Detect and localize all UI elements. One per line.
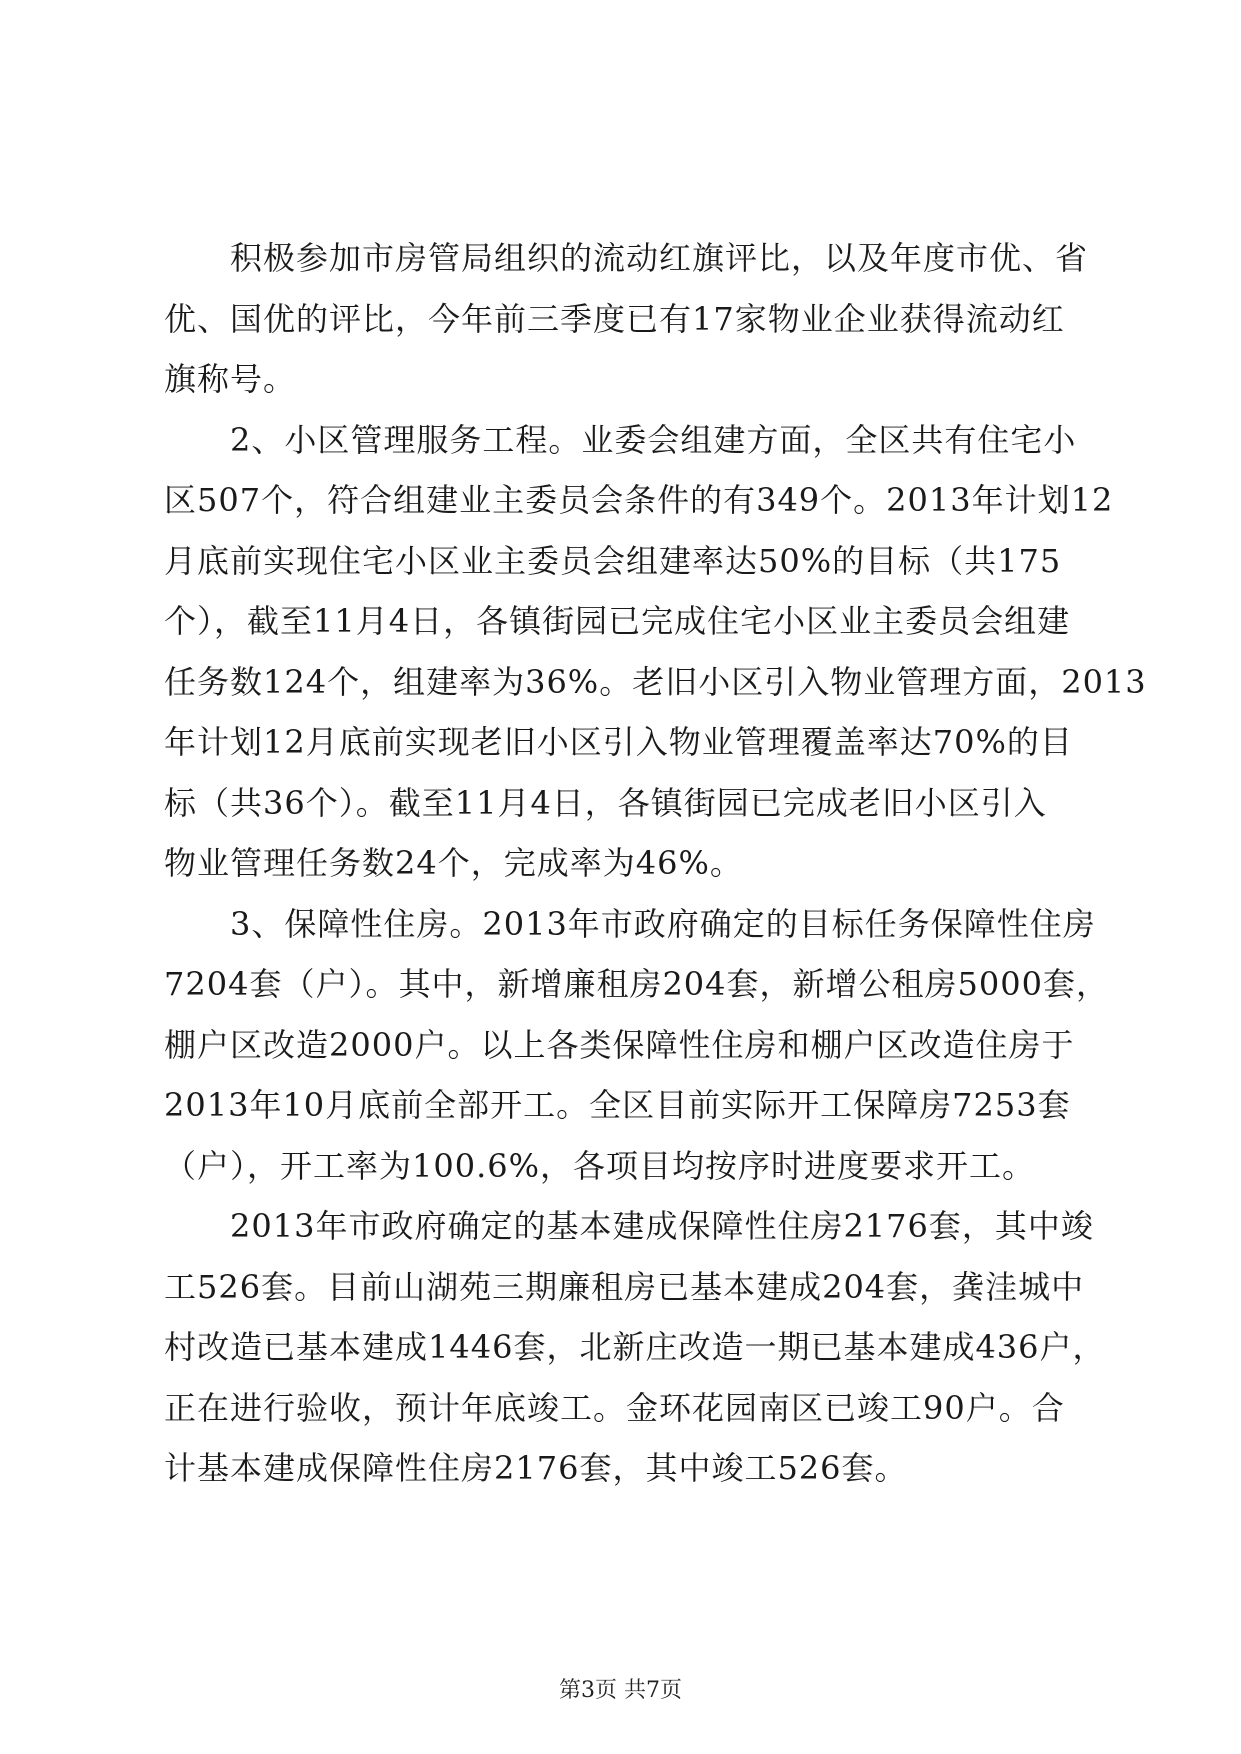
paragraph-community-management: [164, 410, 1147, 894]
text-line: 2013年市政府确定的基本建成保障性住房2176套，其中竣: [164, 1207, 1094, 1245]
text-line: 月底前实现住宅小区业主委员会组建率达50%的目标（共175: [164, 541, 1062, 580]
text-line: 旗称号。: [164, 360, 297, 398]
text-line: 2、小区管理服务工程。业委会组建方面，全区共有住宅小: [164, 420, 1077, 459]
text-line: 区507个，符合组建业主委员会条件的有349个。2013年计划12: [164, 481, 1114, 519]
text-line: 标（共36个）。截至11月4日，各镇街园已完成老旧小区引入: [164, 783, 1047, 822]
text-line: 积极参加市房管局组织的流动红旗评比，以及年度市优、省: [164, 239, 1089, 277]
text-line: （户），开工率为100.6%，各项目均按序时进度要求开工。: [164, 1146, 1036, 1185]
page-number-footer: 第3页 共7页: [559, 1678, 682, 1703]
text-line: 优、国优的评比，今年前三季度已有17家物业企业获得流动红: [164, 299, 1065, 338]
paragraph-affordable-housing: [164, 894, 1109, 1197]
text-line: 个），截至11月4日，各镇街园已完成住宅小区业主委员会组建: [164, 602, 1071, 640]
text-line: 3、保障性住房。2013年市政府确定的目标任务保障性住房: [164, 904, 1096, 943]
document-body: [164, 228, 1147, 1499]
text-line: 计基本建成保障性住房2176套，其中竣工526套。: [164, 1449, 908, 1487]
paragraph-flag-evaluation: [164, 228, 1089, 410]
text-line: 工526套。目前山湖苑三期廉租房已基本建成204套，龚洼城中: [164, 1267, 1085, 1306]
text-line: 年计划12月底前实现老旧小区引入物业管理覆盖率达70%的目: [164, 723, 1073, 761]
text-line: 物业管理任务数24个，完成率为46%。: [164, 844, 743, 882]
text-line: 村改造已基本建成1446套，北新庄改造一期已基本建成436户，: [164, 1328, 1106, 1366]
text-line: 任务数124个，组建率为36%。老旧小区引入物业管理方面，2013: [164, 662, 1147, 701]
text-line: 正在进行验收，预计年底竣工。金环花园南区已竣工90户。合: [164, 1388, 1065, 1427]
text-line: 7204套（户）。其中，新增廉租房204套，新增公租房5000套，: [164, 965, 1109, 1003]
paragraph-completed-housing: [164, 1196, 1106, 1499]
text-line: 2013年10月底前全部开工。全区目前实际开工保障房7253套: [164, 1086, 1071, 1124]
text-line: 棚户区改造2000户。以上各类保障性住房和棚户区改造住房于: [164, 1025, 1075, 1064]
